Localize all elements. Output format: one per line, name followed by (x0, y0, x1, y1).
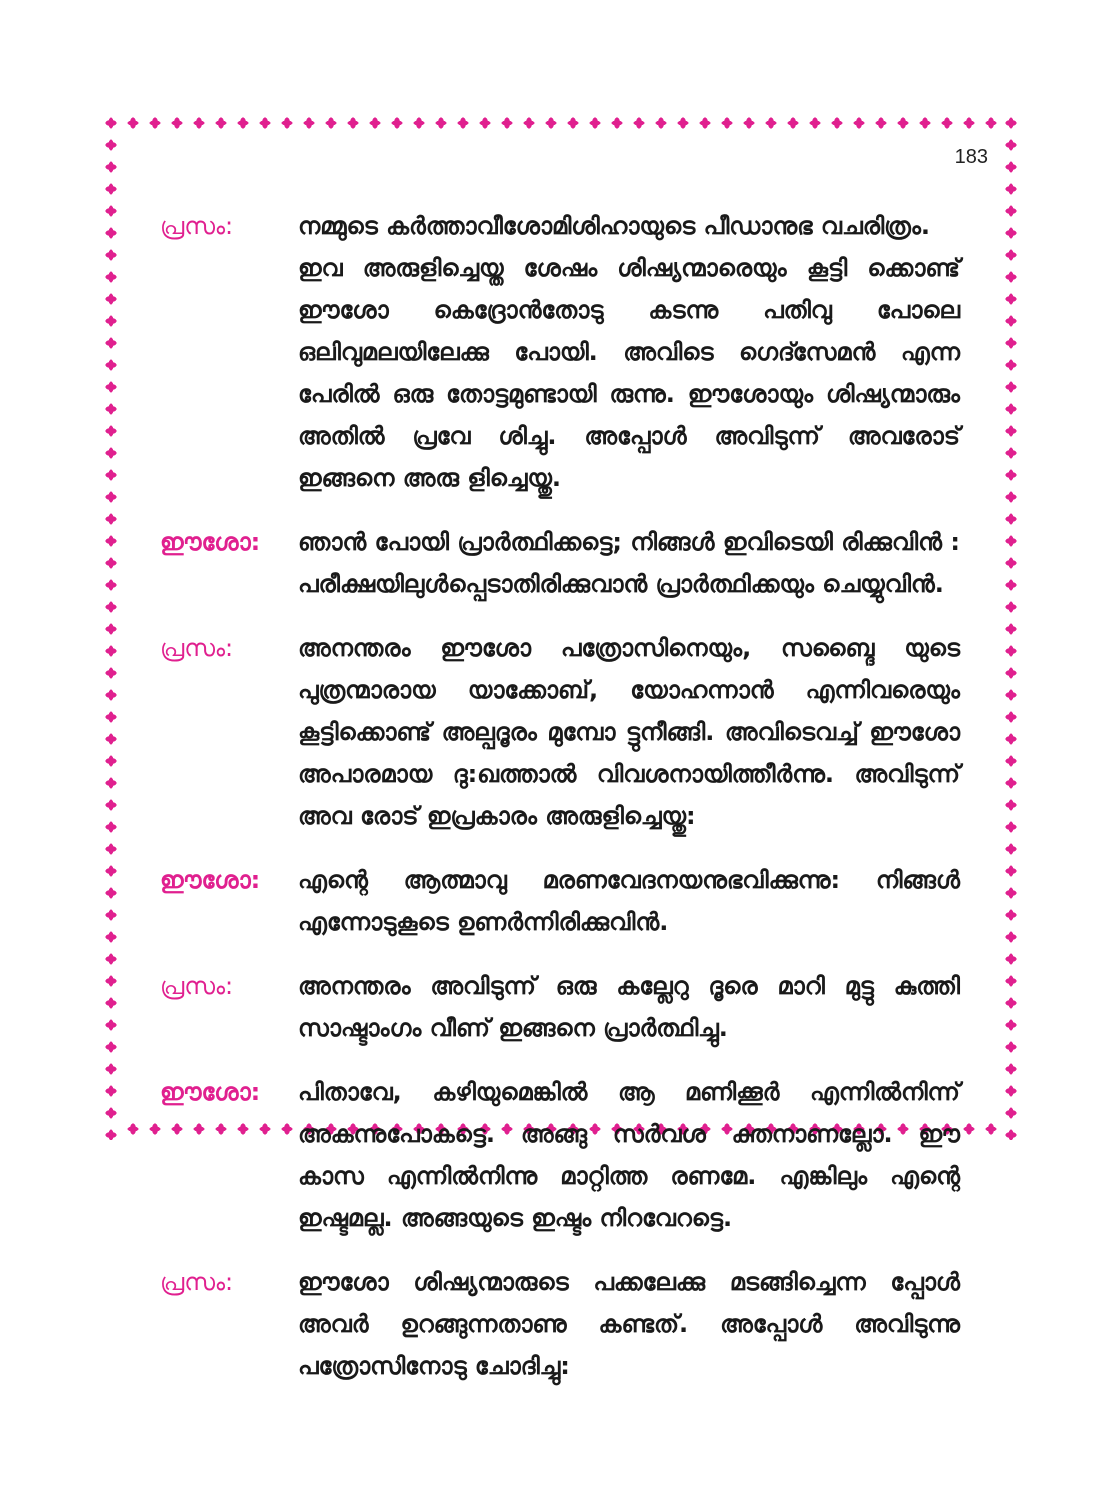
paragraph: അനന്തരം ഈശോ പത്രോസിനെയും, സബ്ദൈ യുടെ പുത്രന്മാരായ യാക്കോബ്, യോഹന്നാൻ എന്നിവരെയും കൂട്ടിക്കൊണ്ട് അല്പദൂരം മുമ്പോ ട്ടുനീങ്ങി. അവിടെവച്ച് ഈശോ അപാരമായ ദു:ഖത്താൽ വിവശനായിത്തീർന്നു. അവിടുന്ന് അവ രോട് ഇപ്രകാരം അരുളിച്ചെയ്തു: (298, 634, 960, 830)
speaker-label: ഈശോ: (160, 1078, 261, 1106)
dialogue-entry (160, 859, 960, 943)
dialogue-text (298, 627, 960, 837)
liturgy-text (160, 205, 960, 1409)
page-number: 183 (954, 146, 988, 168)
dialogue-text (298, 859, 960, 943)
dialogue-text (298, 1261, 960, 1387)
paragraph: ഈശോ ശിഷ്യന്മാരുടെ പക്കലേക്കു മടങ്ങിച്ചെന്ന പ്പോൾ അവർ ഉറങ്ങുന്നതാണു കണ്ടത്. അപ്പോൾ അവിടുന്നു പത്രോസിനോടു ചോദിച്ചു: (298, 1268, 960, 1380)
speaker-label: പ്രസം: (160, 972, 234, 1000)
dialogue-entry (160, 627, 960, 837)
dialogue-text (298, 521, 960, 605)
speaker-label: പ്രസം: (160, 212, 234, 240)
paragraph: ഞാൻ പോയി പ്രാർത്ഥിക്കട്ടെ; നിങ്ങൾ ഇവിടെയി രിക്കുവിൻ : പരീക്ഷയിലുൾപ്പെടാതിരിക്കുവാൻ പ്രാർത്ഥിക്കയും ചെയ്യുവിൻ. (298, 528, 960, 598)
speaker-label: പ്രസം: (160, 1268, 234, 1296)
dialogue-text (298, 965, 960, 1049)
dialogue-entry (160, 965, 960, 1049)
dialogue-entry (160, 521, 960, 605)
speaker-label: ഈശോ: (160, 866, 261, 894)
border-top (100, 112, 1022, 134)
border-right (1000, 112, 1022, 1140)
speaker-label: ഈശോ: (160, 528, 261, 556)
dialogue-text (298, 1071, 960, 1239)
paragraph: ഇവ അരുളിച്ചെയ്ത ശേഷം ശിഷ്യന്മാരെയും കൂട്ടി ക്കൊണ്ട് ഈശോ കെദ്രോൻതോടു കടന്നു പതിവു പോലെ ഒലിവുമലയിലേക്കു പോയി. അവിടെ ഗെദ്സേമൻ എന്ന പേരിൽ ഒരു തോട്ടമുണ്ടായി രുന്നു. ഈശോയും ശിഷ്യന്മാരും അതിൽ പ്രവേ ശിച്ചു. അപ്പോൾ അവിടുന്ന് അവരോട് ഇങ്ങനെ അരു ളിച്ചെയ്തു. (298, 254, 960, 492)
border-left (100, 112, 122, 1140)
paragraph: പിതാവേ, കഴിയുമെങ്കിൽ ആ മണിക്കൂർ എന്നിൽനിന്ന് അകന്നുപോകട്ടെ. അങ്ങു സർവശ ക്തനാണല്ലോ. ഈ കാസ എന്നിൽനിന്നു മാറ്റിത്ത രണമേ. എങ്കിലും എന്റെ ഇഷ്ടമല്ല. അങ്ങയുടെ ഇഷ്ടം നിറവേറട്ടെ. (298, 1078, 960, 1232)
speaker-label: പ്രസം: (160, 634, 234, 662)
dialogue-entry (160, 205, 960, 499)
dialogue-entry (160, 1071, 960, 1239)
paragraph: അനന്തരം അവിടുന്ന് ഒരു കല്ലേറു ദൂരെ മാറി മുട്ടു കുത്തി സാഷ്ടാംഗം വീണ് ഇങ്ങനെ പ്രാർത്ഥിച്ചു. (298, 972, 960, 1042)
paragraph: എന്റെ ആത്മാവു മരണവേദനയനുഭവിക്കുന്നു: നിങ്ങൾ എന്നോടുകൂടെ ഉണർന്നിരിക്കുവിൻ. (298, 866, 960, 936)
dialogue-text (298, 205, 960, 499)
dialogue-entry (160, 1261, 960, 1387)
paragraph: നമ്മുടെ കർത്താവീശോമിശിഹായുടെ പീഡാനുഭ വചരിത്രം. (298, 212, 930, 240)
